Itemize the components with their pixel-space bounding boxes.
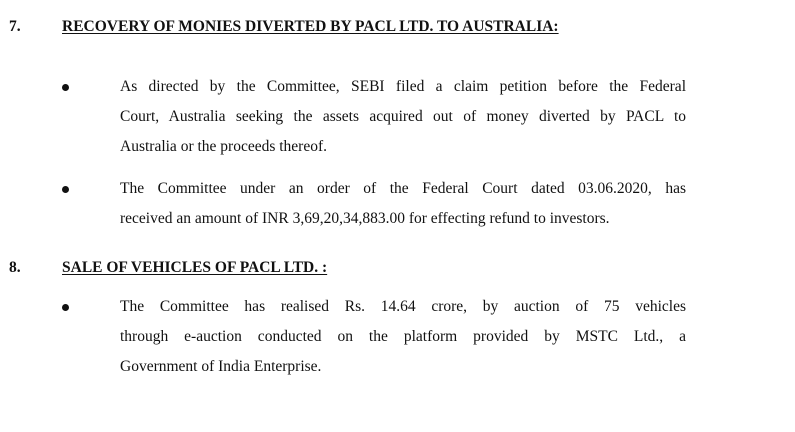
paragraph-line: Australia or the proceeds thereof. xyxy=(120,138,328,155)
section-8-number: 8. xyxy=(9,259,21,276)
paragraph-line: The Committee under an order of the Federal Court dated 03.06.2020, has xyxy=(120,180,686,197)
paragraph-line: As directed by the Committee, SEBI filed a claim petition before the Federal xyxy=(120,78,686,95)
paragraph-line: through e-auction conducted on the platform provided by MSTC Ltd., a xyxy=(120,328,686,345)
section-7-bullet-1 xyxy=(120,72,686,162)
paragraph-line: The Committee has realised Rs. 14.64 crore, by auction of 75 vehicles xyxy=(120,298,686,315)
bullet-marker xyxy=(62,84,69,91)
section-7-number: 7. xyxy=(9,18,21,35)
section-8-bullet-1 xyxy=(120,292,686,382)
paragraph-line: Government of India Enterprise. xyxy=(120,358,322,375)
paragraph-line: Court, Australia seeking the assets acquired out of money diverted by PACL to xyxy=(120,108,686,125)
bullet-marker xyxy=(62,186,69,193)
section-8-heading: SALE OF VEHICLES OF PACL LTD. : xyxy=(62,259,328,276)
section-7-heading: RECOVERY OF MONIES DIVERTED BY PACL LTD. TO AUSTRALIA: xyxy=(62,18,559,35)
section-7-bullet-2 xyxy=(120,174,686,234)
bullet-marker xyxy=(62,304,69,311)
paragraph-line: received an amount of INR 3,69,20,34,883.00 for effecting refund to investors. xyxy=(120,210,610,227)
